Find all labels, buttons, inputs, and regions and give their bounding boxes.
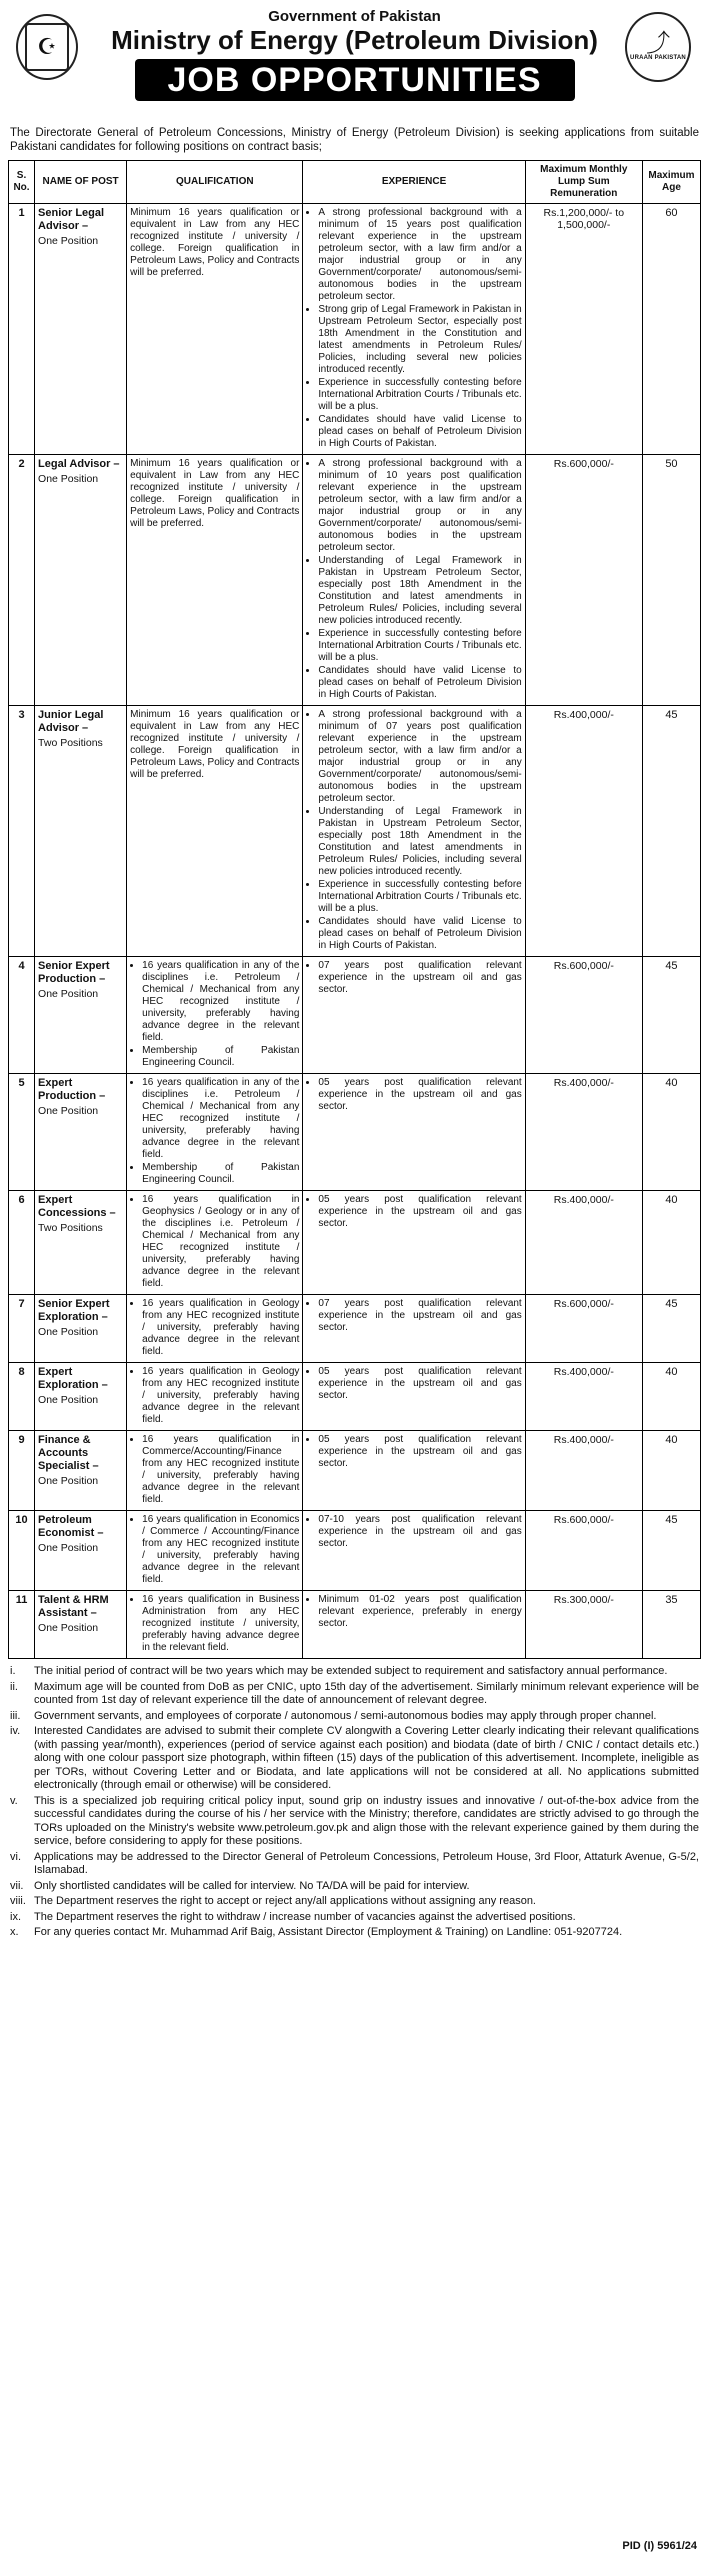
post-cell [35, 204, 127, 455]
experience-cell [303, 1363, 525, 1431]
experience-list [306, 458, 521, 701]
experience-item: • 07 years post qualification relevant experience in the upstream oil and gas sector. [318, 960, 521, 996]
note-text: The Department reserves the right to withdraw / increase number of vacancies against the advertised positions. [34, 1910, 576, 1923]
age-cell: 40 [642, 1363, 700, 1431]
note-number: v. [10, 1794, 18, 1807]
post-name: Petroleum Economist – [38, 1514, 104, 1539]
positions-count: One Position [38, 1542, 99, 1554]
experience-cell [303, 1295, 525, 1363]
age-cell: 45 [642, 1295, 700, 1363]
experience-item: • 05 years post qualification relevant experience in the upstream oil and gas sector. [318, 1194, 521, 1230]
experience-list [306, 960, 521, 996]
note-number: iv. [10, 1725, 21, 1737]
notes-list [10, 1665, 699, 1940]
positions-count: Two Positions [38, 737, 103, 749]
remuneration-cell: Rs.1,200,000/- to 1,500,000/- [525, 204, 642, 455]
uraan-pakistan-logo-text: URAAN PAKISTAN [630, 54, 686, 61]
table-row [9, 706, 701, 957]
table-row [9, 1591, 701, 1659]
remuneration-cell: Rs.400,000/- [525, 1074, 642, 1191]
experience-item: • A strong professional background with a minimum of 10 years post qualification relevant experience in the upstream petroleum sector, with a law firm and/or a major industrial group or in any Government/corporate/ autonomous/semi-autonomous bodies in the upstream petroleum sector. [318, 458, 521, 554]
note-item [10, 1725, 699, 1793]
pid-number: PID (I) 5961/24 [622, 2540, 697, 2552]
positions-count: Two Positions [38, 1222, 103, 1234]
experience-item: • 07-10 years post qualification relevant experience in the upstream oil and gas sector. [318, 1514, 521, 1550]
qualification-item: • 16 years qualification in any of the disciplines i.e. Petroleum / Chemical / Mechanical from any HEC recognized institute / university, preferably having advance degree in the relevant field. [142, 960, 299, 1044]
experience-cell [303, 1074, 525, 1191]
remuneration-cell: Rs.600,000/- [525, 1295, 642, 1363]
post-name: Talent & HRM Assistant – [38, 1594, 109, 1619]
qualification-cell [127, 1591, 303, 1659]
experience-cell [303, 1191, 525, 1295]
post-name: Legal Advisor – [38, 458, 120, 470]
experience-item: • Experience in successfully contesting before International Arbitration Courts / Tribunals etc. will be a plus. [318, 879, 521, 915]
positions-count: One Position [38, 1622, 99, 1634]
note-text: Maximum age will be counted from DoB as per CNIC, upto 15th day of the advertisement. Similarly minimum relevant experience will be counted from 1st day of relevant experience till the date of announcement of relevant degree. [34, 1680, 699, 1706]
note-number: i. [10, 1665, 16, 1677]
remuneration-cell: Rs.600,000/- [525, 455, 642, 706]
note-number: iii. [10, 1709, 21, 1722]
note-text: The initial period of contract will be two years which may be extended subject to requirement and satisfactory annual performance. [34, 1665, 668, 1677]
qualification-cell [127, 1295, 303, 1363]
header-remuneration: Maximum Monthly Lump Sum Remuneration [525, 161, 642, 204]
state-emblem-icon: ☪ [16, 14, 78, 80]
post-cell [35, 1363, 127, 1431]
remuneration-cell: Rs.400,000/- [525, 1363, 642, 1431]
note-item [10, 1795, 699, 1849]
age-cell: 40 [642, 1431, 700, 1511]
experience-cell [303, 1591, 525, 1659]
qualification-list [130, 1194, 299, 1290]
table-row [9, 1295, 701, 1363]
experience-item: • 05 years post qualification relevant experience in the upstream oil and gas sector. [318, 1434, 521, 1470]
positions-count: One Position [38, 1475, 99, 1487]
experience-item: • Understanding of Legal Framework in Pakistan in Upstream Petroleum Sector, especially post 18th Amendment in the Constitution and latest amendments in Petroleum Rules/ Policies, including several new policies introduced recently. [318, 806, 521, 878]
header-post: NAME OF POST [35, 161, 127, 204]
note-item [10, 1710, 699, 1724]
experience-item: • Strong grip of Legal Framework in Pakistan in Upstream Petroleum Sector, especially post 18th Amendment in the Constitution and latest amendments in Petroleum Rules/ Policies, including several new policies introduced recently. [318, 304, 521, 376]
note-text: For any queries contact Mr. Muhammad Arif Baig, Assistant Director (Employment & Training) on Landline: 051-9207724. [34, 1926, 623, 1938]
experience-item: • 05 years post qualification relevant experience in the upstream oil and gas sector. [318, 1077, 521, 1113]
table-row [9, 1511, 701, 1591]
qualification-list [130, 1077, 299, 1186]
positions-count: One Position [38, 473, 99, 485]
serial-number: 2 [9, 455, 35, 706]
qualification-cell [127, 1431, 303, 1511]
age-cell: 60 [642, 204, 700, 455]
experience-item: • 07 years post qualification relevant experience in the upstream oil and gas sector. [318, 1298, 521, 1334]
experience-item: • Understanding of Legal Framework in Pakistan in Upstream Petroleum Sector, especially post 18th Amendment in the Constitution and latest amendments in Petroleum Rules/ Policies, including several new policies introduced recently. [318, 555, 521, 627]
experience-cell [303, 706, 525, 957]
qualification-text: Minimum 16 years qualification or equivalent in Law from any HEC recognized institute / university / college. Foreign qualification in Petroleum Laws, Policy and Contracts will be preferred. [130, 207, 300, 278]
qualification-cell [127, 1191, 303, 1295]
note-number: x. [10, 1926, 19, 1938]
post-cell [35, 706, 127, 957]
experience-item: • Experience in successfully contesting before International Arbitration Courts / Tribunals etc. will be a plus. [318, 628, 521, 664]
intro-paragraph: The Directorate General of Petroleum Concessions, Ministry of Energy (Petroleum Division) is seeking applications from suitable Pakistani candidates for following positions on contract basis; [10, 127, 699, 153]
age-cell: 35 [642, 1591, 700, 1659]
table-row [9, 1074, 701, 1191]
age-cell: 50 [642, 455, 700, 706]
experience-list [306, 709, 521, 952]
header-sno: S. No. [9, 161, 35, 204]
table-row [9, 455, 701, 706]
government-title: Government of Pakistan [268, 8, 441, 25]
note-text: Applications may be addressed to the Director General of Petroleum Concessions, Petroleum House, 3rd Floor, Attaturk Avenue, G-5/2, Islamabad. [34, 1850, 699, 1876]
note-item [10, 1880, 699, 1894]
experience-list [306, 1298, 521, 1334]
positions-table [8, 160, 701, 1659]
serial-number: 9 [9, 1431, 35, 1511]
qualification-item: • 16 years qualification in any of the disciplines i.e. Petroleum / Chemical / Mechanical from any HEC recognized institute / university, preferably having advance degree in the relevant field. [142, 1077, 299, 1161]
experience-list [306, 207, 521, 450]
note-item [10, 1895, 699, 1909]
experience-item: • A strong professional background with a minimum of 07 years post qualification relevant experience in the upstream petroleum sector, with a law firm and/or a major industrial group or in any Government/corporate/ autonomous/semi-autonomous bodies in the upstream petroleum sector. [318, 709, 521, 805]
experience-cell [303, 455, 525, 706]
note-number: ix. [10, 1910, 21, 1923]
post-cell [35, 1074, 127, 1191]
note-number: vi. [10, 1850, 21, 1863]
age-cell: 40 [642, 1191, 700, 1295]
experience-item: • Candidates should have valid License to plead cases on behalf of Petroleum Division in High Courts of Pakistan. [318, 665, 521, 701]
qualification-cell [127, 706, 303, 957]
header-experience: EXPERIENCE [303, 161, 525, 204]
experience-item: • Experience in successfully contesting before International Arbitration Courts / Tribunals etc. will be a plus. [318, 377, 521, 413]
positions-count: One Position [38, 988, 99, 1000]
positions-count: One Position [38, 1394, 99, 1406]
experience-item: • A strong professional background with a minimum of 15 years post qualification relevant experience in the upstream petroleum sector, with a law firm and/or a major industrial group or in any Government/corporate/ autonomous/semi-autonomous bodies in the upstream petroleum sector. [318, 207, 521, 303]
post-cell [35, 1191, 127, 1295]
qualification-text: Minimum 16 years qualification or equivalent in Law from any HEC recognized institute / university / college. Foreign qualification in Petroleum Laws, Policy and Contracts will be preferred. [130, 709, 300, 780]
header-age: Maximum Age [642, 161, 700, 204]
experience-item: • Candidates should have valid License to plead cases on behalf of Petroleum Division in High Courts of Pakistan. [318, 414, 521, 450]
remuneration-cell: Rs.600,000/- [525, 957, 642, 1074]
experience-list [306, 1594, 521, 1630]
qualification-list [130, 1594, 299, 1654]
post-name: Finance & Accounts Specialist – [38, 1434, 99, 1472]
serial-number: 6 [9, 1191, 35, 1295]
post-cell [35, 1295, 127, 1363]
post-name: Expert Exploration – [38, 1366, 108, 1391]
note-text: The Department reserves the right to accept or reject any/all applications without assigning any reason. [34, 1895, 536, 1907]
experience-list [306, 1366, 521, 1402]
note-item [10, 1926, 699, 1940]
qualification-item: • 16 years qualification in Geophysics / Geology or in any of the disciplines i.e. Petroleum / Chemical / Mechanical from any HEC recognized institute / university, preferably having advance degree in the relevant field. [142, 1194, 299, 1290]
header-qualification: QUALIFICATION [127, 161, 303, 204]
experience-cell [303, 957, 525, 1074]
note-number: viii. [10, 1895, 26, 1907]
post-name: Junior Legal Advisor – [38, 709, 104, 734]
age-cell: 45 [642, 1511, 700, 1591]
qualification-item: • 16 years qualification in Economics / Commerce / Accounting/Finance from any HEC recognized institute / university, preferably having advance degree in the relevant field. [142, 1514, 299, 1586]
post-name: Expert Production – [38, 1077, 106, 1102]
experience-cell [303, 1431, 525, 1511]
qualification-list [130, 1298, 299, 1358]
experience-list [306, 1434, 521, 1470]
serial-number: 7 [9, 1295, 35, 1363]
age-cell: 45 [642, 957, 700, 1074]
remuneration-cell: Rs.600,000/- [525, 1511, 642, 1591]
age-cell: 45 [642, 706, 700, 957]
qualification-list [130, 1366, 299, 1426]
note-text: Interested Candidates are advised to submit their complete CV alongwith a Covering Letter clearly indicating their relevant qualifications (with passing year/month), experiences (period of service against each position) and biodata (date of birth / CNIC / contact details etc.) along with one colour passport size photograph, within fifteen (15) days of the publication of this advertisement. Incomplete, ineligible as per TORs, without Covering Letter and or Biodata, and late applications will not be considered at all. No applications submitted electronically (through email or otherwise) will be considered. [34, 1725, 699, 1791]
serial-number: 5 [9, 1074, 35, 1191]
table-row [9, 1191, 701, 1295]
remuneration-cell: Rs.400,000/- [525, 1191, 642, 1295]
note-item [10, 1665, 699, 1679]
table-row [9, 1363, 701, 1431]
note-number: ii. [10, 1680, 18, 1693]
positions-count: One Position [38, 1326, 99, 1338]
qualification-cell [127, 455, 303, 706]
post-name: Senior Expert Exploration – [38, 1298, 110, 1323]
job-opportunities-banner: JOB OPPORTUNITIES [135, 59, 575, 101]
post-cell [35, 1591, 127, 1659]
note-number: vii. [10, 1879, 24, 1892]
note-text: Government servants, and employees of corporate / autonomous / semi-autonomous bodies may apply through proper channel. [34, 1709, 657, 1722]
qualification-cell [127, 957, 303, 1074]
qualification-text: Minimum 16 years qualification or equivalent in Law from any HEC recognized institute / university / college. Foreign qualification in Petroleum Laws, Policy and Contracts will be preferred. [130, 458, 300, 529]
note-item [10, 1911, 699, 1925]
note-item [10, 1851, 699, 1878]
experience-item: • Candidates should have valid License to plead cases on behalf of Petroleum Division in High Courts of Pakistan. [318, 916, 521, 952]
age-cell: 40 [642, 1074, 700, 1191]
qualification-list [130, 1514, 299, 1586]
table-header-row [9, 161, 701, 204]
positions-count: One Position [38, 1105, 99, 1117]
post-name: Senior Legal Advisor – [38, 207, 105, 232]
serial-number: 11 [9, 1591, 35, 1659]
experience-list [306, 1077, 521, 1113]
serial-number: 10 [9, 1511, 35, 1591]
post-cell [35, 957, 127, 1074]
positions-count: One Position [38, 235, 99, 247]
qualification-list [130, 1434, 299, 1506]
qualification-cell [127, 1363, 303, 1431]
table-row [9, 204, 701, 455]
serial-number: 8 [9, 1363, 35, 1431]
experience-cell [303, 204, 525, 455]
table-row [9, 957, 701, 1074]
qualification-cell [127, 204, 303, 455]
post-cell [35, 1431, 127, 1511]
note-text: This is a specialized job requiring critical policy input, sound grip on industry issues and innovative / out-of-the-box advice from the successful candidates during the course of his / her service with the Ministry; therefore, candidates are strictly advised to go through the TORs uploaded on the Ministry's website www.petroleum.gov.pk and align those with the relevant experience gained by them during the service, before considering to apply for these positions. [34, 1794, 699, 1847]
experience-item: • Minimum 01-02 years post qualification relevant experience, preferably in energy sector. [318, 1594, 521, 1630]
remuneration-cell: Rs.400,000/- [525, 1431, 642, 1511]
uraan-pakistan-logo-icon: ⤴ URAAN PAKISTAN [625, 12, 691, 82]
experience-list [306, 1514, 521, 1550]
qualification-cell [127, 1074, 303, 1191]
remuneration-cell: Rs.300,000/- [525, 1591, 642, 1659]
post-name: Senior Expert Production – [38, 960, 110, 985]
remuneration-cell: Rs.400,000/- [525, 706, 642, 957]
qualification-item: • 16 years qualification in Geology from any HEC recognized institute / university, preferably having advance degree in the relevant field. [142, 1366, 299, 1426]
experience-cell [303, 1511, 525, 1591]
note-item [10, 1681, 699, 1708]
serial-number: 4 [9, 957, 35, 1074]
qualification-item: • Membership of Pakistan Engineering Council. [142, 1162, 299, 1186]
qualification-item: • Membership of Pakistan Engineering Council. [142, 1045, 299, 1069]
experience-list [306, 1194, 521, 1230]
advert-header [8, 8, 701, 120]
qualification-item: • 16 years qualification in Geology from any HEC recognized institute / university, preferably having advance degree in the relevant field. [142, 1298, 299, 1358]
table-row [9, 1431, 701, 1511]
post-cell [35, 1511, 127, 1591]
qualification-list [130, 960, 299, 1069]
post-name: Expert Concessions – [38, 1194, 116, 1219]
qualification-item: • 16 years qualification in Business Administration from any HEC recognized institute / university, preferably having advance degree in the relevant field. [142, 1594, 299, 1654]
serial-number: 3 [9, 706, 35, 957]
serial-number: 1 [9, 204, 35, 455]
note-text: Only shortlisted candidates will be called for interview. No TA/DA will be paid for interview. [34, 1879, 470, 1892]
qualification-cell [127, 1511, 303, 1591]
ministry-title: Ministry of Energy (Petroleum Division) [111, 25, 598, 55]
post-cell [35, 455, 127, 706]
qualification-item: • 16 years qualification in Commerce/Accounting/Finance from any HEC recognized institute / university, preferably having advance degree in the relevant field. [142, 1434, 299, 1506]
experience-item: • 05 years post qualification relevant experience in the upstream oil and gas sector. [318, 1366, 521, 1402]
